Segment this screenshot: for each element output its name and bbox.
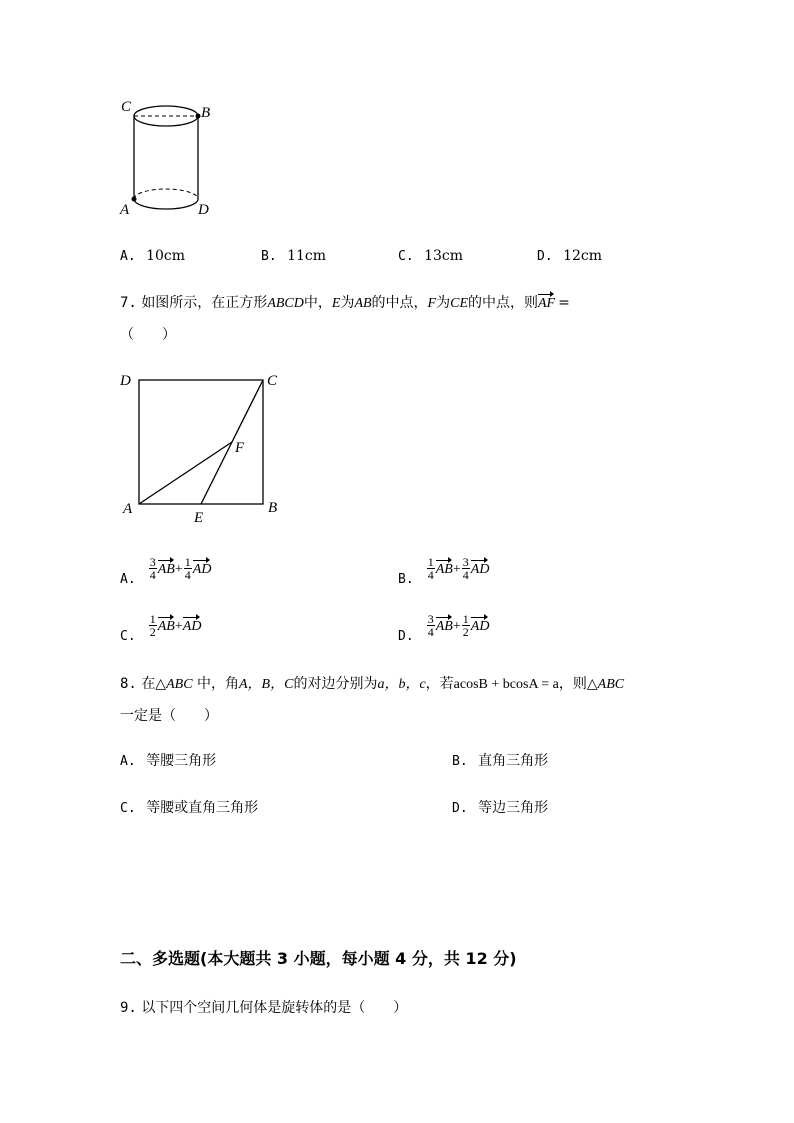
option-label: D. xyxy=(537,249,553,264)
q8-sides: a，b，c xyxy=(377,677,426,692)
q7-text-2: 中， xyxy=(303,295,332,311)
vector-ad: AD xyxy=(183,616,202,635)
option-text: 12cm xyxy=(563,248,603,264)
q8-stem-line2: 一定是（ ） xyxy=(120,708,218,724)
q7-option-c xyxy=(120,613,201,644)
q9-number: 9. xyxy=(120,1000,137,1016)
option-label: A. xyxy=(120,754,136,769)
option-text: 11cm xyxy=(287,248,327,264)
q9-text: 以下四个空间几何体是旋转体的是（ ） xyxy=(141,1000,408,1016)
q7-stem xyxy=(120,292,570,312)
q7-paren: （ ） xyxy=(120,327,176,343)
q6-option-b xyxy=(261,248,326,264)
q8-option-d xyxy=(452,797,548,817)
q9-stem xyxy=(120,997,407,1017)
option-label: B. xyxy=(261,249,277,264)
option-label: A. xyxy=(120,249,136,264)
option-label: D. xyxy=(452,801,468,816)
coef-1: $\frac{3}{4}$ xyxy=(427,612,434,639)
vector-ab: AB xyxy=(158,616,175,635)
q8-text-1: 在△ xyxy=(141,676,167,692)
q7-text-4: 的中点， xyxy=(371,295,428,311)
sq-label-b: B xyxy=(268,500,278,516)
q7-vector-af: AF xyxy=(538,293,555,312)
q7-text-1: 如图所示，在正方形 xyxy=(141,295,268,311)
q8-number: 8. xyxy=(120,676,137,692)
q7-segment-ab: AB xyxy=(354,296,372,311)
coef-2: $\frac{1}{2}$ xyxy=(462,612,469,639)
q8-equation: acosB + bcosA = a xyxy=(453,677,559,692)
vector-ad: AD xyxy=(193,559,212,578)
q8-triangle-abc-2: ABC xyxy=(597,677,625,692)
q7-square-name: ABCD xyxy=(267,296,304,311)
cyl-label-d: D xyxy=(198,202,209,218)
option-text: 等边三角形 xyxy=(478,800,549,816)
vector-ad: AD xyxy=(471,616,490,635)
coef-1: $\frac{3}{4}$ xyxy=(149,555,156,582)
sq-label-e: E xyxy=(194,510,204,526)
q8-text-4: ，若 xyxy=(425,676,454,692)
option-label: C. xyxy=(120,801,136,816)
option-label: A. xyxy=(120,572,136,587)
section-heading: 二、多选题(本大题共 3 小题，每小题 4 分，共 12 分) xyxy=(120,949,517,968)
q7-option-a xyxy=(120,556,211,587)
plus: + xyxy=(174,562,183,577)
coef-1: $\frac{1}{2}$ xyxy=(149,612,156,639)
q7-equals: = xyxy=(558,295,570,311)
option-text: 等腰或直角三角形 xyxy=(146,800,259,816)
q8-text-5: ，则△ xyxy=(558,676,598,692)
option-text: 直角三角形 xyxy=(478,753,549,769)
option-label: D. xyxy=(398,629,414,644)
q7-text-3: 为 xyxy=(340,295,355,311)
vector-ab: AB xyxy=(436,559,453,578)
q8-stem-line1 xyxy=(120,673,624,693)
q7-point-e: E xyxy=(331,296,341,311)
coef-1: $\frac{1}{4}$ xyxy=(427,555,434,582)
option-label: B. xyxy=(398,572,414,587)
q7-point-f: F xyxy=(427,296,437,311)
option-label: B. xyxy=(452,754,468,769)
coef-2: $\frac{1}{4}$ xyxy=(184,555,191,582)
sq-label-a: A xyxy=(123,501,133,517)
square-figure xyxy=(115,367,290,527)
vector-ab: AB xyxy=(158,559,175,578)
q7-text-6: 的中点，则 xyxy=(468,295,538,311)
option-text: 等腰三角形 xyxy=(146,753,217,769)
q7-number: 7. xyxy=(120,295,137,311)
q6-option-c xyxy=(398,248,463,264)
cylinder-figure xyxy=(115,95,225,225)
sq-label-f: F xyxy=(235,440,245,456)
q7-option-d xyxy=(398,613,489,644)
q7-segment-ce: CE xyxy=(450,296,468,311)
q6-option-d xyxy=(537,248,602,264)
cyl-label-c: C xyxy=(121,99,132,115)
option-text: 10cm xyxy=(146,248,186,264)
option-text: 13cm xyxy=(424,248,464,264)
q8-option-c xyxy=(120,797,258,817)
q7-text-5: 为 xyxy=(436,295,451,311)
sq-label-d: D xyxy=(120,373,131,389)
q8-angles: A，B，C xyxy=(239,677,294,692)
vector-ad: AD xyxy=(471,559,490,578)
q6-option-a xyxy=(120,248,185,264)
q8-option-a xyxy=(120,750,216,770)
q8-triangle-abc: ABC xyxy=(166,677,193,692)
option-label: C. xyxy=(120,629,136,644)
q8-text-3: 的对边分别为 xyxy=(293,676,378,692)
cyl-label-a: A xyxy=(120,202,130,218)
option-label: C. xyxy=(398,249,414,264)
q8-text-2: 中，角 xyxy=(192,676,239,692)
vector-ab: AB xyxy=(436,616,453,635)
q8-option-b xyxy=(452,750,548,770)
coef-2: $\frac{3}{4}$ xyxy=(462,555,469,582)
sq-label-c: C xyxy=(267,373,278,389)
q7-option-b xyxy=(398,556,489,587)
plus: + xyxy=(174,619,183,634)
cyl-label-b: B xyxy=(201,105,211,121)
plus: + xyxy=(452,562,461,577)
plus: + xyxy=(452,619,461,634)
